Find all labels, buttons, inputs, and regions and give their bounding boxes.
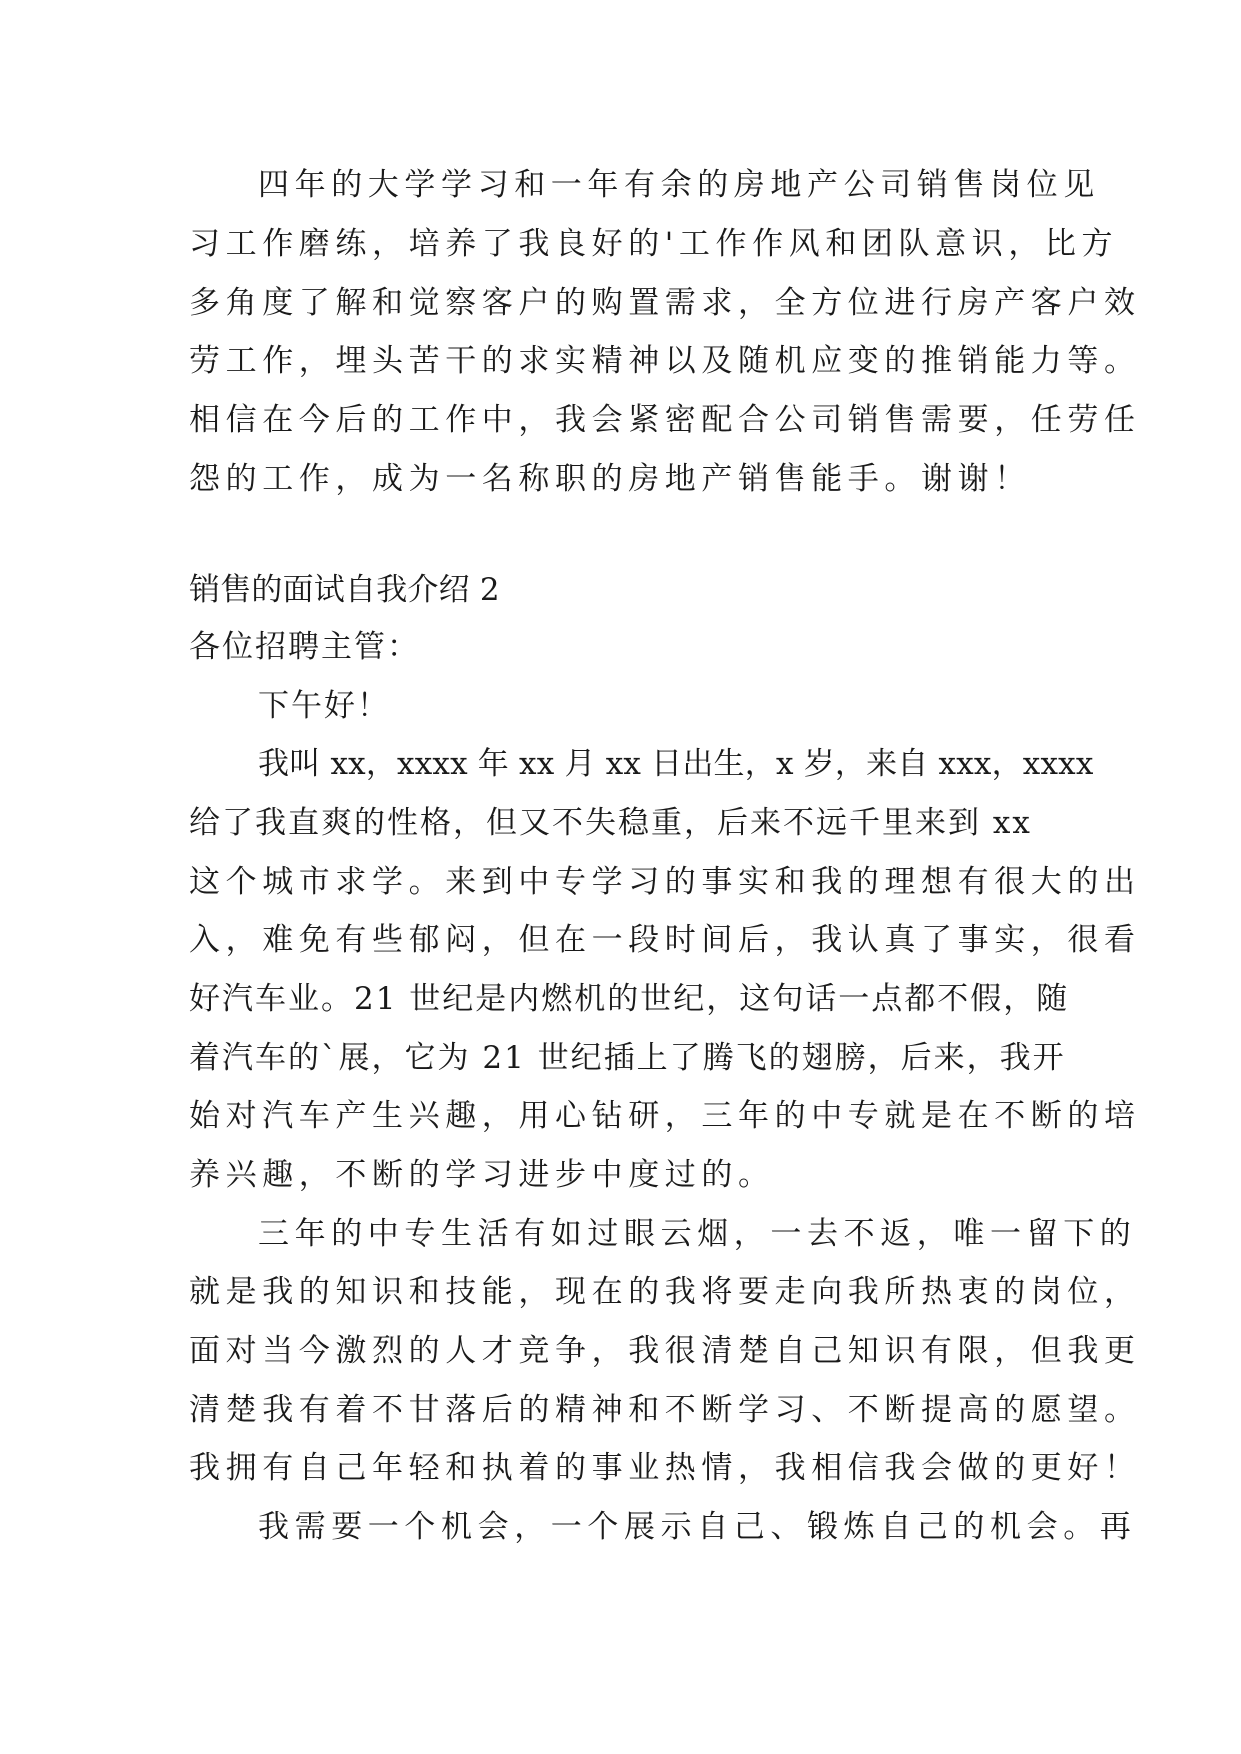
paragraph-2-line-4: 入，难免有些郁闷，但在一段时间后，我认真了事实，很看 [189, 922, 1141, 958]
section-title: 销售的面试自我介绍 2 [189, 572, 500, 608]
paragraph-1-line-3: 多角度了解和觉察客户的购置需求，全方位进行房产客户效 [189, 285, 1141, 321]
salutation: 各位招聘主管： [189, 629, 420, 665]
paragraph-3-line-3: 面对当今激烈的人才竞争，我很清楚自己知识有限，但我更 [189, 1333, 1141, 1369]
paragraph-1-line-5: 相信在今后的工作中，我会紧密配合公司销售需要，任劳任 [189, 402, 1141, 438]
paragraph-1-line-1: 四年的大学学习和一年有余的房地产公司销售岗位见 [258, 167, 1100, 203]
paragraph-1-line-2: 习工作磨练，培养了我良好的'工作作风和团队意识，比方 [189, 226, 1119, 262]
paragraph-2-line-2: 给了我直爽的性格，但又不失稳重，后来不远千里来到 xx [189, 805, 1032, 841]
paragraph-3-line-4: 清楚我有着不甘落后的精神和不断学习、不断提高的愿望。 [189, 1392, 1141, 1428]
paragraph-2-line-8: 养兴趣，不断的学习进步中度过的。 [189, 1157, 775, 1193]
paragraph-3-line-2: 就是我的知识和技能，现在的我将要走向我所热衷的岗位， [189, 1274, 1141, 1310]
paragraph-2-line-3: 这个城市求学。来到中专学习的事实和我的理想有很大的出 [189, 864, 1141, 900]
paragraph-1-line-4: 劳工作，埋头苦干的求实精神以及随机应变的推销能力等。 [189, 343, 1141, 379]
paragraph-3-line-1: 三年的中专生活有如过眼云烟，一去不返，唯一留下的 [258, 1216, 1137, 1252]
paragraph-4-line-1: 我需要一个机会，一个展示自己、锻炼自己的机会。再 [258, 1509, 1137, 1545]
paragraph-1-line-6: 怨的工作，成为一名称职的房地产销售能手。谢谢！ [189, 461, 1031, 497]
paragraph-2-line-1: 我叫 xx，xxxx 年 xx 月 xx 日出生，x 岁，来自 xxx，xxxx [258, 746, 1094, 782]
paragraph-2-line-7: 始对汽车产生兴趣，用心钻研，三年的中专就是在不断的培 [189, 1098, 1141, 1134]
paragraph-2-line-5: 好汽车业。21 世纪是内燃机的世纪，这句话一点都不假，随 [189, 981, 1070, 1017]
paragraph-2-line-6: 着汽车的`展，它为 21 世纪插上了腾飞的翅膀，后来，我开 [189, 1040, 1066, 1076]
greeting: 下午好！ [258, 688, 390, 724]
paragraph-3-line-5: 我拥有自己年轻和执着的事业热情，我相信我会做的更好！ [189, 1450, 1141, 1486]
